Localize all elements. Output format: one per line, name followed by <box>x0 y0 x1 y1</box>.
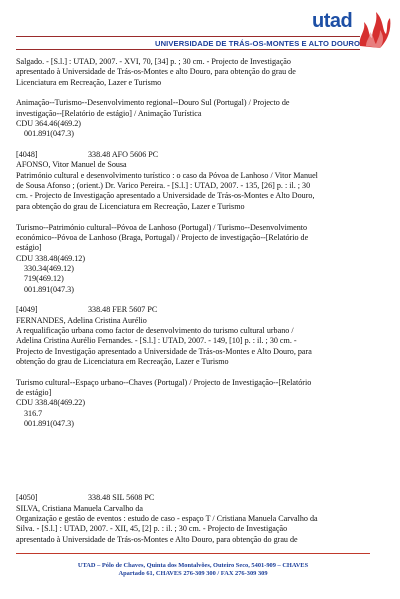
flame-icon <box>356 6 392 50</box>
record-header <box>16 150 378 160</box>
logo-text: utad <box>312 10 353 32</box>
record-text-line: apresentado à Universidade de Trás-os-Montes e alto Douro, para obtenção do grau de <box>16 67 296 77</box>
subject-line: Turismo cultural--Espaço urbano--Chaves (Portugal) / Projecto de Investigação--[Relatório <box>16 377 312 387</box>
record-text-line: de Sousa Afonso ; (orient.) Dr. Varico Pereira. - [S.l.] : UTAD, 2007. - 135, [26] p. : il. ; 30 <box>16 181 311 191</box>
cdu-extra: 330.34(469.12) <box>24 263 74 273</box>
record-text-line: Silva. - [S.l.] : UTAD, 2007. - XII, 45, [2] p. : il. ; 30 cm. - Projecto de Investigação <box>16 524 288 534</box>
record-text-line: cm. - Projecto de Investigação apresentado a Universidade de Trás-os-Montes e Alto Douro, <box>16 191 315 201</box>
record-text-line: apresentado à Universidade de Trás-os-Montes e Alto Douro, para obtenção do grau de <box>16 534 298 544</box>
record-text-line: Adelina Cristina Aurélio Fernandes. - [S.l.] : UTAD, 2007. - 149, [10] p. : il. ; 30 cm. - <box>16 336 297 346</box>
cdu-line: CDU 338.48(469.12) <box>16 253 86 263</box>
record-text-line: obtenção do grau de Licenciatura em Recreação, Lazer e Turismo <box>16 356 229 366</box>
footer-address: UTAD – Pólo de Chaves, Quinta dos Montalvões, Outeiro Seco, 5401-909 – CHAVES <box>77 562 309 569</box>
record-author: SILVA, Cristiana Manuela Carvalho da <box>16 503 144 513</box>
subject-line: de estágio] <box>16 388 52 397</box>
record-text-line: Salgado. - [S.l.] : UTAD, 2007. - XVI, 70, [34] p. ; 30 cm. - Projecto de Investigação <box>16 57 291 66</box>
subject-line: estágio] <box>16 243 42 253</box>
footer-contacts: Apartado 61, CHAVES 276-309 300 / FAX 276-309 309 <box>118 570 268 578</box>
record-text-line: para obtenção do grau de Licenciatura em Recreação, Lazer e Turismo <box>16 201 245 211</box>
subject-line: Animação--Turismo--Desenvolvimento regional--Douro Sul (Portugal) / Projecto de <box>16 98 290 108</box>
record-text-line: Projecto de Investigação apresentado a Universidade de Trás-os-Montes e Alto Douro, para <box>16 346 312 356</box>
header-title: UNIVERSIDADE DE TRÁS-OS-MONTES E ALTO DOURO <box>155 39 360 48</box>
record-text-line: Organização e gestão de eventos : estudo de caso - espaço T / Cristiana Manuela Carvalho da <box>16 514 318 524</box>
subject-line: Turismo--Património cultural--Póvoa de Lanhoso (Portugal) / Turismo--Desenvolvimento <box>16 222 308 232</box>
cdu-extra: 001.891(047.3) <box>24 419 74 429</box>
cdu-extra: 316.7 <box>24 408 43 418</box>
cdu-extra: 001.891(047.3) <box>24 284 74 294</box>
record-author: AFONSO, Vitor Manuel de Sousa <box>16 160 127 170</box>
call-number: 338.48 AFO 5606 PC <box>88 150 159 160</box>
record-text-line: Património cultural e desenvolvimento turístico : o caso da Póvoa de Lanhoso / Vitor Manuel <box>16 170 318 180</box>
footer <box>16 562 370 579</box>
record-header <box>16 305 378 315</box>
record-author: FERNANDES, Adelina Cristina Aurélio <box>16 315 147 325</box>
call-number: 338.48 FER 5607 PC <box>88 305 158 315</box>
cdu-line: CDU 364.46(469.2) <box>16 119 81 129</box>
catalog-content <box>16 57 378 545</box>
cdu-line: CDU 338.48(469.22) <box>16 398 86 408</box>
record-text-line: Licenciatura em Recreação, Lazer e Turismo <box>16 77 162 87</box>
cdu-extra: 719(469.12) <box>24 274 64 284</box>
record-number: [4050] <box>16 493 38 503</box>
header-rule-top <box>16 36 360 37</box>
footer-rule <box>16 553 370 554</box>
record-number: [4048] <box>16 150 38 160</box>
subject-line: económico--Póvoa de Lanhoso (Braga, Portugal) / Projecto de investigação--[Relatório de <box>16 232 309 242</box>
cdu-extra: 001.891(047.3) <box>24 129 74 139</box>
subject-line: investigação--[Relatório de estágio] / Animação Turística <box>16 108 202 118</box>
call-number: 338.48 SIL 5608 PC <box>88 493 155 503</box>
record-header <box>16 493 378 503</box>
record-text-line: A requalificação urbana como factor de desenvolvimento do turismo cultural urbano / <box>16 325 294 335</box>
header-rule-bottom <box>16 49 360 50</box>
record-number: [4049] <box>16 305 38 315</box>
